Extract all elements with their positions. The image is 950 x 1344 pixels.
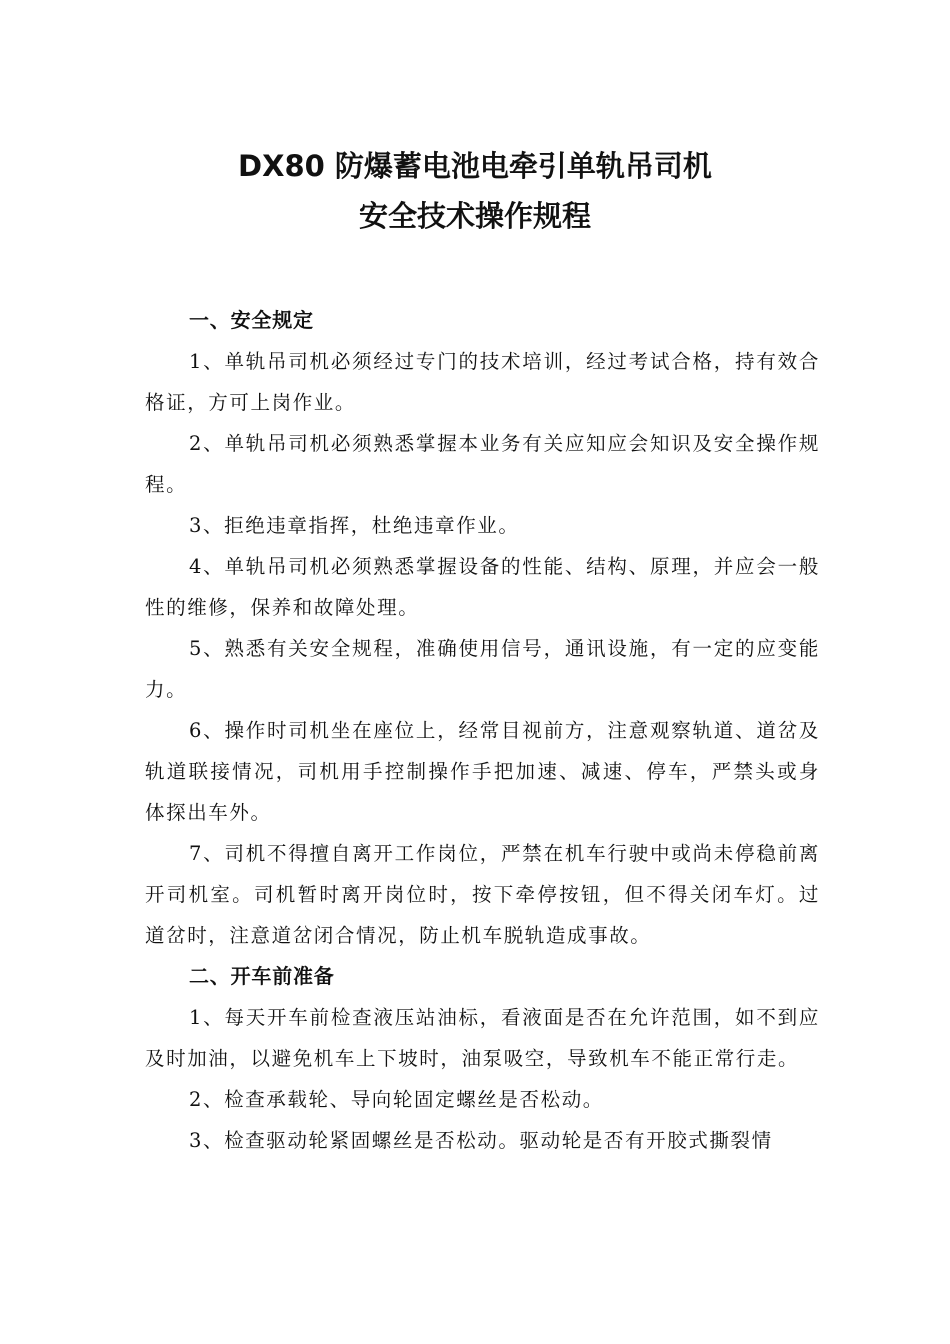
paragraph: 5、熟悉有关安全规程，准确使用信号，通讯设施，有一定的应变能力。 bbox=[145, 637, 820, 701]
section-heading-safety-rules: 一、安全规定 bbox=[189, 308, 314, 332]
paragraph: 7、司机不得擅自离开工作岗位，严禁在机车行驶中或尚未停稳前离开司机室。司机暂时离开岗位时，按下牵停按钮，但不得关闭车灯。过道岔时，注意道岔闭合情况，防止机车脱轨造成事故。 bbox=[145, 842, 820, 947]
paragraph: 3、拒绝违章指挥，杜绝违章作业。 bbox=[189, 514, 520, 537]
document-title-line-1: DX80 防爆蓄电池电牵引单轨吊司机 bbox=[238, 149, 712, 183]
paragraph: 2、检查承载轮、导向轮固定螺丝是否松动。 bbox=[189, 1088, 604, 1111]
document-title-line-2: 安全技术操作规程 bbox=[358, 199, 591, 233]
paragraph: 4、单轨吊司机必须熟悉掌握设备的性能、结构、原理，并应会一般性的维修，保养和故障处理。 bbox=[145, 555, 820, 619]
paragraph: 6、操作时司机坐在座位上，经常目视前方，注意观察轨道、道岔及轨道联接情况，司机用手控制操作手把加速、减速、停车，严禁头或身体探出车外。 bbox=[145, 719, 820, 824]
paragraph: 2、单轨吊司机必须熟悉掌握本业务有关应知应会知识及安全操作规程。 bbox=[145, 432, 820, 496]
section-heading-pre-start-preparation: 二、开车前准备 bbox=[189, 964, 335, 988]
paragraph: 1、每天开车前检查液压站油标，看液面是否在允许范围，如不到应及时加油，以避免机车上下坡时，油泵吸空，导致机车不能正常行走。 bbox=[145, 1006, 820, 1070]
paragraph: 3、检查驱动轮紧固螺丝是否松动。驱动轮是否有开胶式撕裂情 bbox=[189, 1129, 773, 1152]
document-body bbox=[145, 300, 820, 1161]
paragraph: 1、单轨吊司机必须经过专门的技术培训，经过考试合格，持有效合格证，方可上岗作业。 bbox=[145, 350, 820, 414]
